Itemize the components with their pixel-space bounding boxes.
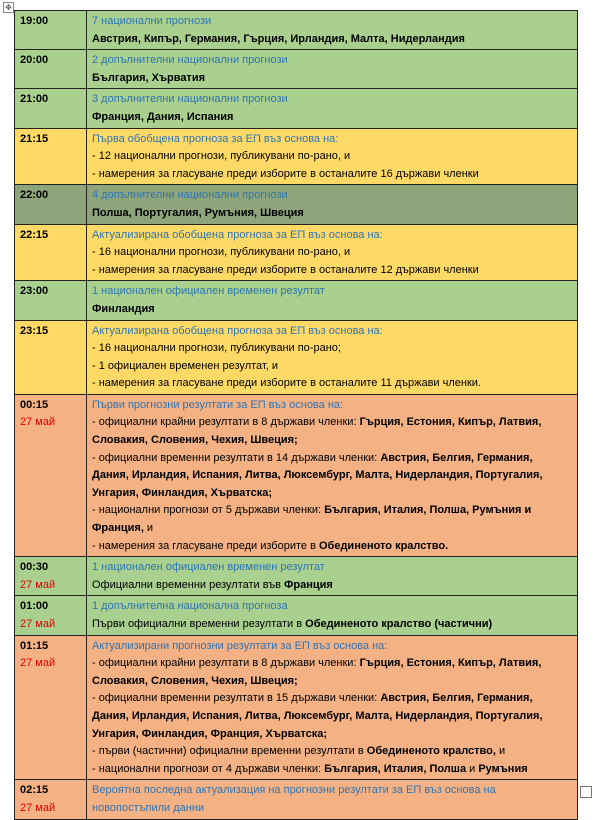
detail-line (92, 262, 572, 280)
description-cell (87, 281, 578, 320)
time-label: 22:00 (20, 189, 49, 202)
time-cell (15, 394, 87, 556)
date-label: 27 май (20, 416, 56, 429)
detail-line (92, 70, 572, 88)
time-label: 20:00 (20, 54, 49, 67)
schedule-row (15, 89, 578, 128)
detail-line (92, 655, 572, 690)
description-cell (87, 780, 578, 819)
schedule-row (15, 557, 578, 596)
row-heading: 4 допълнителни национални прогнози (92, 189, 288, 202)
detail-text: - намерения за гласуване преди изборите в останалите 16 държави членки (92, 167, 479, 180)
detail-text: Първи официални временни резултати в (92, 618, 306, 630)
schedule-row (15, 11, 578, 50)
detail-line (92, 358, 572, 376)
detail-line (92, 761, 572, 779)
row-heading: 1 допълнителна национална прогноза (92, 600, 288, 613)
detail-line (92, 31, 572, 49)
time-cell (15, 320, 87, 394)
schedule-row (15, 128, 578, 185)
schedule-row (15, 185, 578, 224)
table-resize-handle-icon[interactable] (580, 786, 592, 798)
detail-line (92, 166, 572, 184)
schedule-row (15, 780, 578, 819)
row-heading: 3 допълнителни национални прогнози (92, 93, 288, 106)
detail-line (92, 244, 572, 262)
time-cell (15, 224, 87, 281)
time-cell (15, 185, 87, 224)
results-schedule-table (14, 10, 578, 820)
detail-line (92, 502, 572, 537)
schedule-row (15, 635, 578, 780)
date-label: 27 май (20, 801, 56, 814)
time-label: 21:15 (20, 132, 49, 145)
detail-line (92, 109, 572, 127)
description-cell (87, 394, 578, 556)
country-list: Румъния (478, 762, 528, 775)
time-label: 19:00 (20, 15, 49, 27)
country-list: Обединеното кралство. (318, 539, 449, 552)
row-heading: Актуализирана обобщена прогноза за ЕП въз основа на: (92, 228, 383, 241)
detail-line (92, 743, 572, 761)
country-list: Обединеното кралство, (366, 745, 496, 758)
time-cell (15, 635, 87, 780)
time-label: 02:15 (20, 784, 49, 797)
time-cell (15, 281, 87, 320)
time-label: 23:15 (20, 324, 49, 337)
detail-text: - официални крайни резултати в 8 държави членки: (92, 657, 360, 670)
time-label: 00:30 (20, 561, 49, 574)
schedule-row (15, 281, 578, 320)
detail-text: и (466, 762, 479, 775)
time-cell (15, 596, 87, 635)
country-list: България, Италия, Полша, Румъния и Франция, (92, 504, 532, 535)
detail-text: - 12 национални прогнози, публикувани по-рано, и (92, 150, 351, 163)
detail-text: - официални временни резултати в 14 държави членки: (92, 451, 381, 464)
time-cell (15, 780, 87, 819)
date-label: 27 май (20, 657, 56, 670)
schedule-row (15, 394, 578, 556)
time-cell (15, 50, 87, 89)
schedule-row (15, 320, 578, 394)
row-heading: Актуализирана обобщена прогноза за ЕП въз основа на: (92, 324, 383, 337)
description-cell (87, 89, 578, 128)
detail-line (92, 616, 572, 634)
time-label: 00:15 (20, 398, 49, 411)
time-cell (15, 89, 87, 128)
country-list: Австрия, Белгия, Германия, Дания, Ирландия, Испания, Литва, Люксембург, Малта, Нидерландия, Португалия, Унгария, Финландия, Франция, Хърватска; (92, 692, 543, 740)
detail-line (92, 690, 572, 743)
time-label: 23:00 (20, 285, 49, 298)
country-list: Обединеното кралство (частични) (305, 618, 493, 630)
description-cell (87, 11, 578, 50)
row-heading: 7 национални прогнози (92, 15, 212, 27)
description-cell (87, 224, 578, 281)
detail-text: - намерения за гласуване преди изборите в останалите 12 държави членки (92, 263, 479, 276)
detail-text: и (495, 745, 506, 758)
detail-text: - официални временни резултати в 15 държави членки: (92, 692, 381, 705)
detail-text: - намерения за гласуване преди изборите в останалите 11 държави членки. (92, 377, 481, 390)
country-list: България, Италия, Полша (324, 762, 467, 775)
date-label: 27 май (20, 618, 56, 630)
time-label: 01:00 (20, 600, 49, 613)
country-list: Австрия, Белгия, Германия, Дания, Ирландия, Испания, Литва, Люксембург, Малта, Нидерландия, Португалия, Унгария, Финландия, Хърватска; (92, 451, 543, 499)
schedule-row (15, 224, 578, 281)
row-heading: 1 национален официален временен резултат (92, 561, 325, 574)
detail-text: - официални крайни резултати в 8 държави членки: (92, 416, 360, 429)
country-list: Гърция, Естония, Кипър, Латвия, Словакия, Словения, Чехия, Швеция; (92, 416, 542, 447)
country-list: Полша, Португалия, Румъния, Швеция (92, 206, 304, 219)
row-heading: Вероятна последна актуализация на прогнозни резултати за ЕП въз основа на новопостъпили данни (92, 784, 496, 814)
schedule-row (15, 596, 578, 635)
detail-text: и (143, 522, 154, 535)
detail-text: - намерения за гласуване преди изборите в (92, 539, 319, 552)
time-cell (15, 557, 87, 596)
detail-line (92, 205, 572, 223)
detail-text: Официални временни резултати във (92, 578, 284, 591)
country-list: Франция, Дания, Испания (92, 110, 234, 123)
description-cell (87, 128, 578, 185)
description-cell (87, 596, 578, 635)
time-cell (15, 128, 87, 185)
description-cell (87, 635, 578, 780)
schedule-row (15, 50, 578, 89)
row-heading: 2 допълнителни национални прогнози (92, 54, 288, 67)
country-list: България, Хърватия (92, 71, 206, 84)
time-label: 22:15 (20, 228, 49, 241)
detail-line (92, 340, 572, 358)
time-cell (15, 11, 87, 50)
row-heading: Първи прогнозни резултати за ЕП въз основа на: (92, 398, 344, 411)
detail-line (92, 301, 572, 319)
detail-text: - първи (частични) официални временни резултати в (92, 745, 367, 758)
description-cell (87, 50, 578, 89)
detail-line (92, 450, 572, 503)
detail-text: - 16 национални прогнози, публикувани по-рано, и (92, 246, 351, 259)
row-heading: Актуализирани прогнозни резултати за ЕП въз основа на: (92, 639, 388, 652)
description-cell (87, 185, 578, 224)
row-heading: 1 национален официален временен резултат (92, 285, 325, 298)
detail-line (92, 148, 572, 166)
detail-text: - 16 национални прогнози, публикувани по-рано; (92, 342, 341, 355)
detail-line (92, 414, 572, 449)
schedule-rows (15, 11, 578, 820)
detail-line (92, 538, 572, 556)
detail-text: - национални прогнози от 4 държави членки: (92, 762, 325, 775)
row-heading: Първа обобщена прогноза за ЕП въз основа на: (92, 132, 339, 145)
description-cell (87, 320, 578, 394)
country-list: Австрия, Кипър, Германия, Гърция, Ирландия, Малта, Нидерландия (92, 32, 465, 45)
country-list: Финландия (92, 302, 155, 315)
detail-text: - национални прогнози от 5 държави членки: (92, 504, 325, 517)
date-label: 27 май (20, 578, 56, 591)
detail-line (92, 577, 572, 595)
time-label: 21:00 (20, 93, 49, 106)
table-move-handle-icon[interactable]: ✥ (3, 2, 14, 13)
country-list: Франция (284, 578, 333, 591)
country-list: Гърция, Естония, Кипър, Латвия, Словакия, Словения, Чехия, Швеция; (92, 657, 542, 687)
description-cell (87, 557, 578, 596)
time-label: 01:15 (20, 639, 49, 652)
detail-text: - 1 официален временен резултат, и (92, 359, 278, 372)
detail-line (92, 375, 572, 393)
